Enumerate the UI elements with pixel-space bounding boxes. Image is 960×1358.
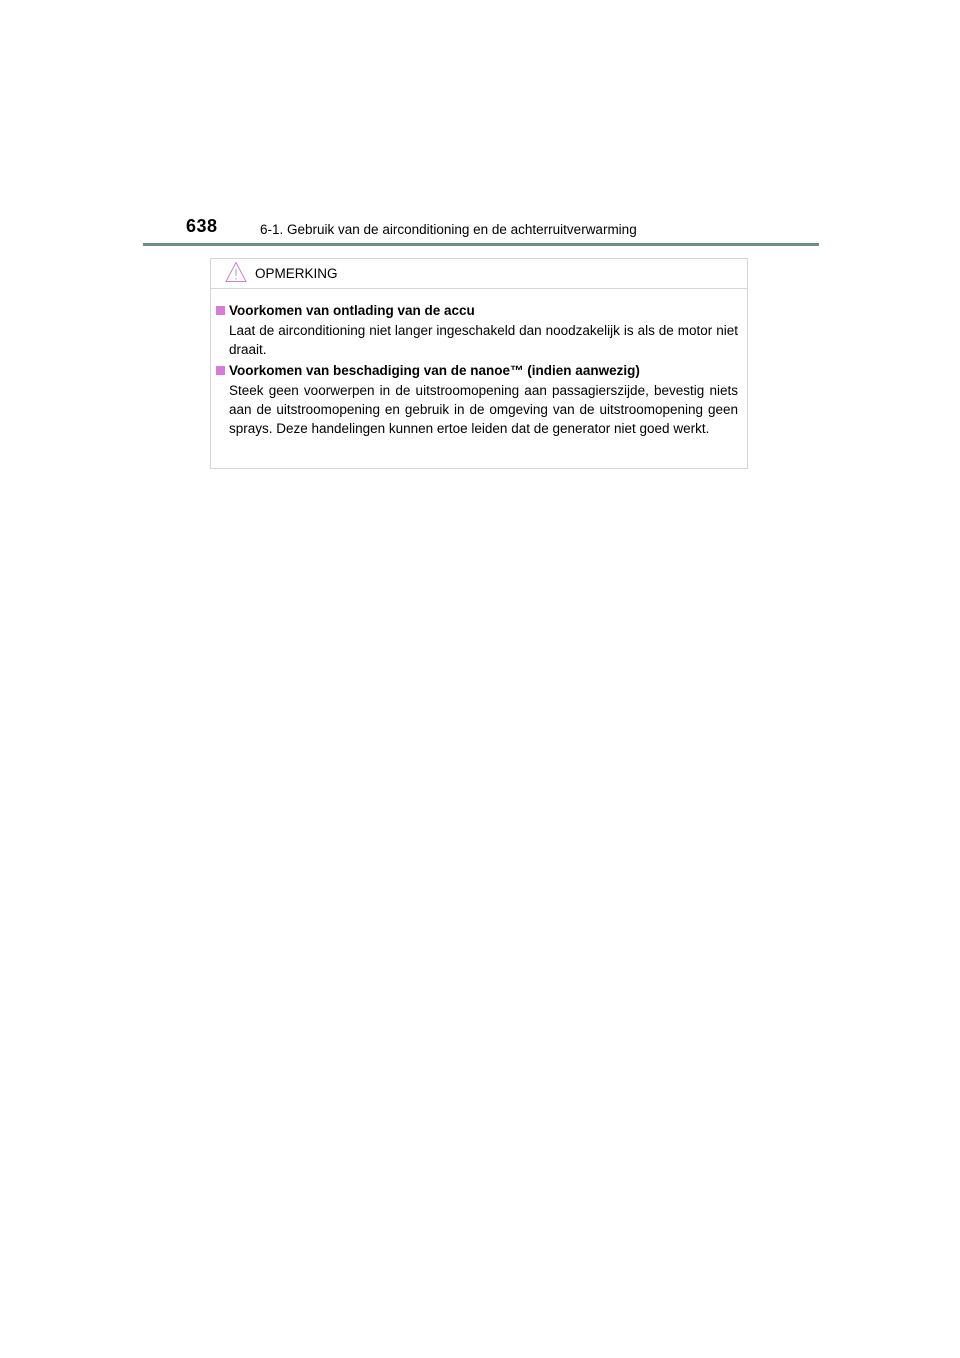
notice-item [216, 301, 738, 359]
notice-item [216, 361, 738, 438]
warning-triangle-icon [225, 261, 247, 283]
header-rule [143, 243, 819, 246]
notice-item-heading-text: Voorkomen van ontlading van de accu [229, 303, 475, 318]
notice-item-text: Laat de airconditioning niet langer ingeschakeld dan noodzakelijk is als de motor niet draait. [229, 323, 738, 357]
chapter-title: 6-1. Gebruik van de airconditioning en de achterruitverwarming [260, 222, 637, 237]
page-number: 638 [186, 216, 218, 236]
notice-header [211, 259, 747, 289]
notice-label: OPMERKING [255, 266, 338, 281]
notice-item-text: Steek geen voorwerpen in de uitstroomopening aan passagierszijde, bevestig niets aan de uitstroomopening en gebruik in de omgeving van de uitstroomopening geen sprays. Deze handelingen kunnen ertoe leiden dat de generator niet goed werkt. [229, 383, 738, 436]
square-bullet-icon [216, 306, 225, 315]
notice-item-heading [216, 301, 738, 320]
notice-item-heading-text: Voorkomen van beschadiging van de nanoe™ (indien aanwezig) [229, 363, 640, 378]
notice-box [210, 258, 748, 469]
notice-item-heading [216, 361, 738, 380]
square-bullet-icon [216, 366, 225, 375]
